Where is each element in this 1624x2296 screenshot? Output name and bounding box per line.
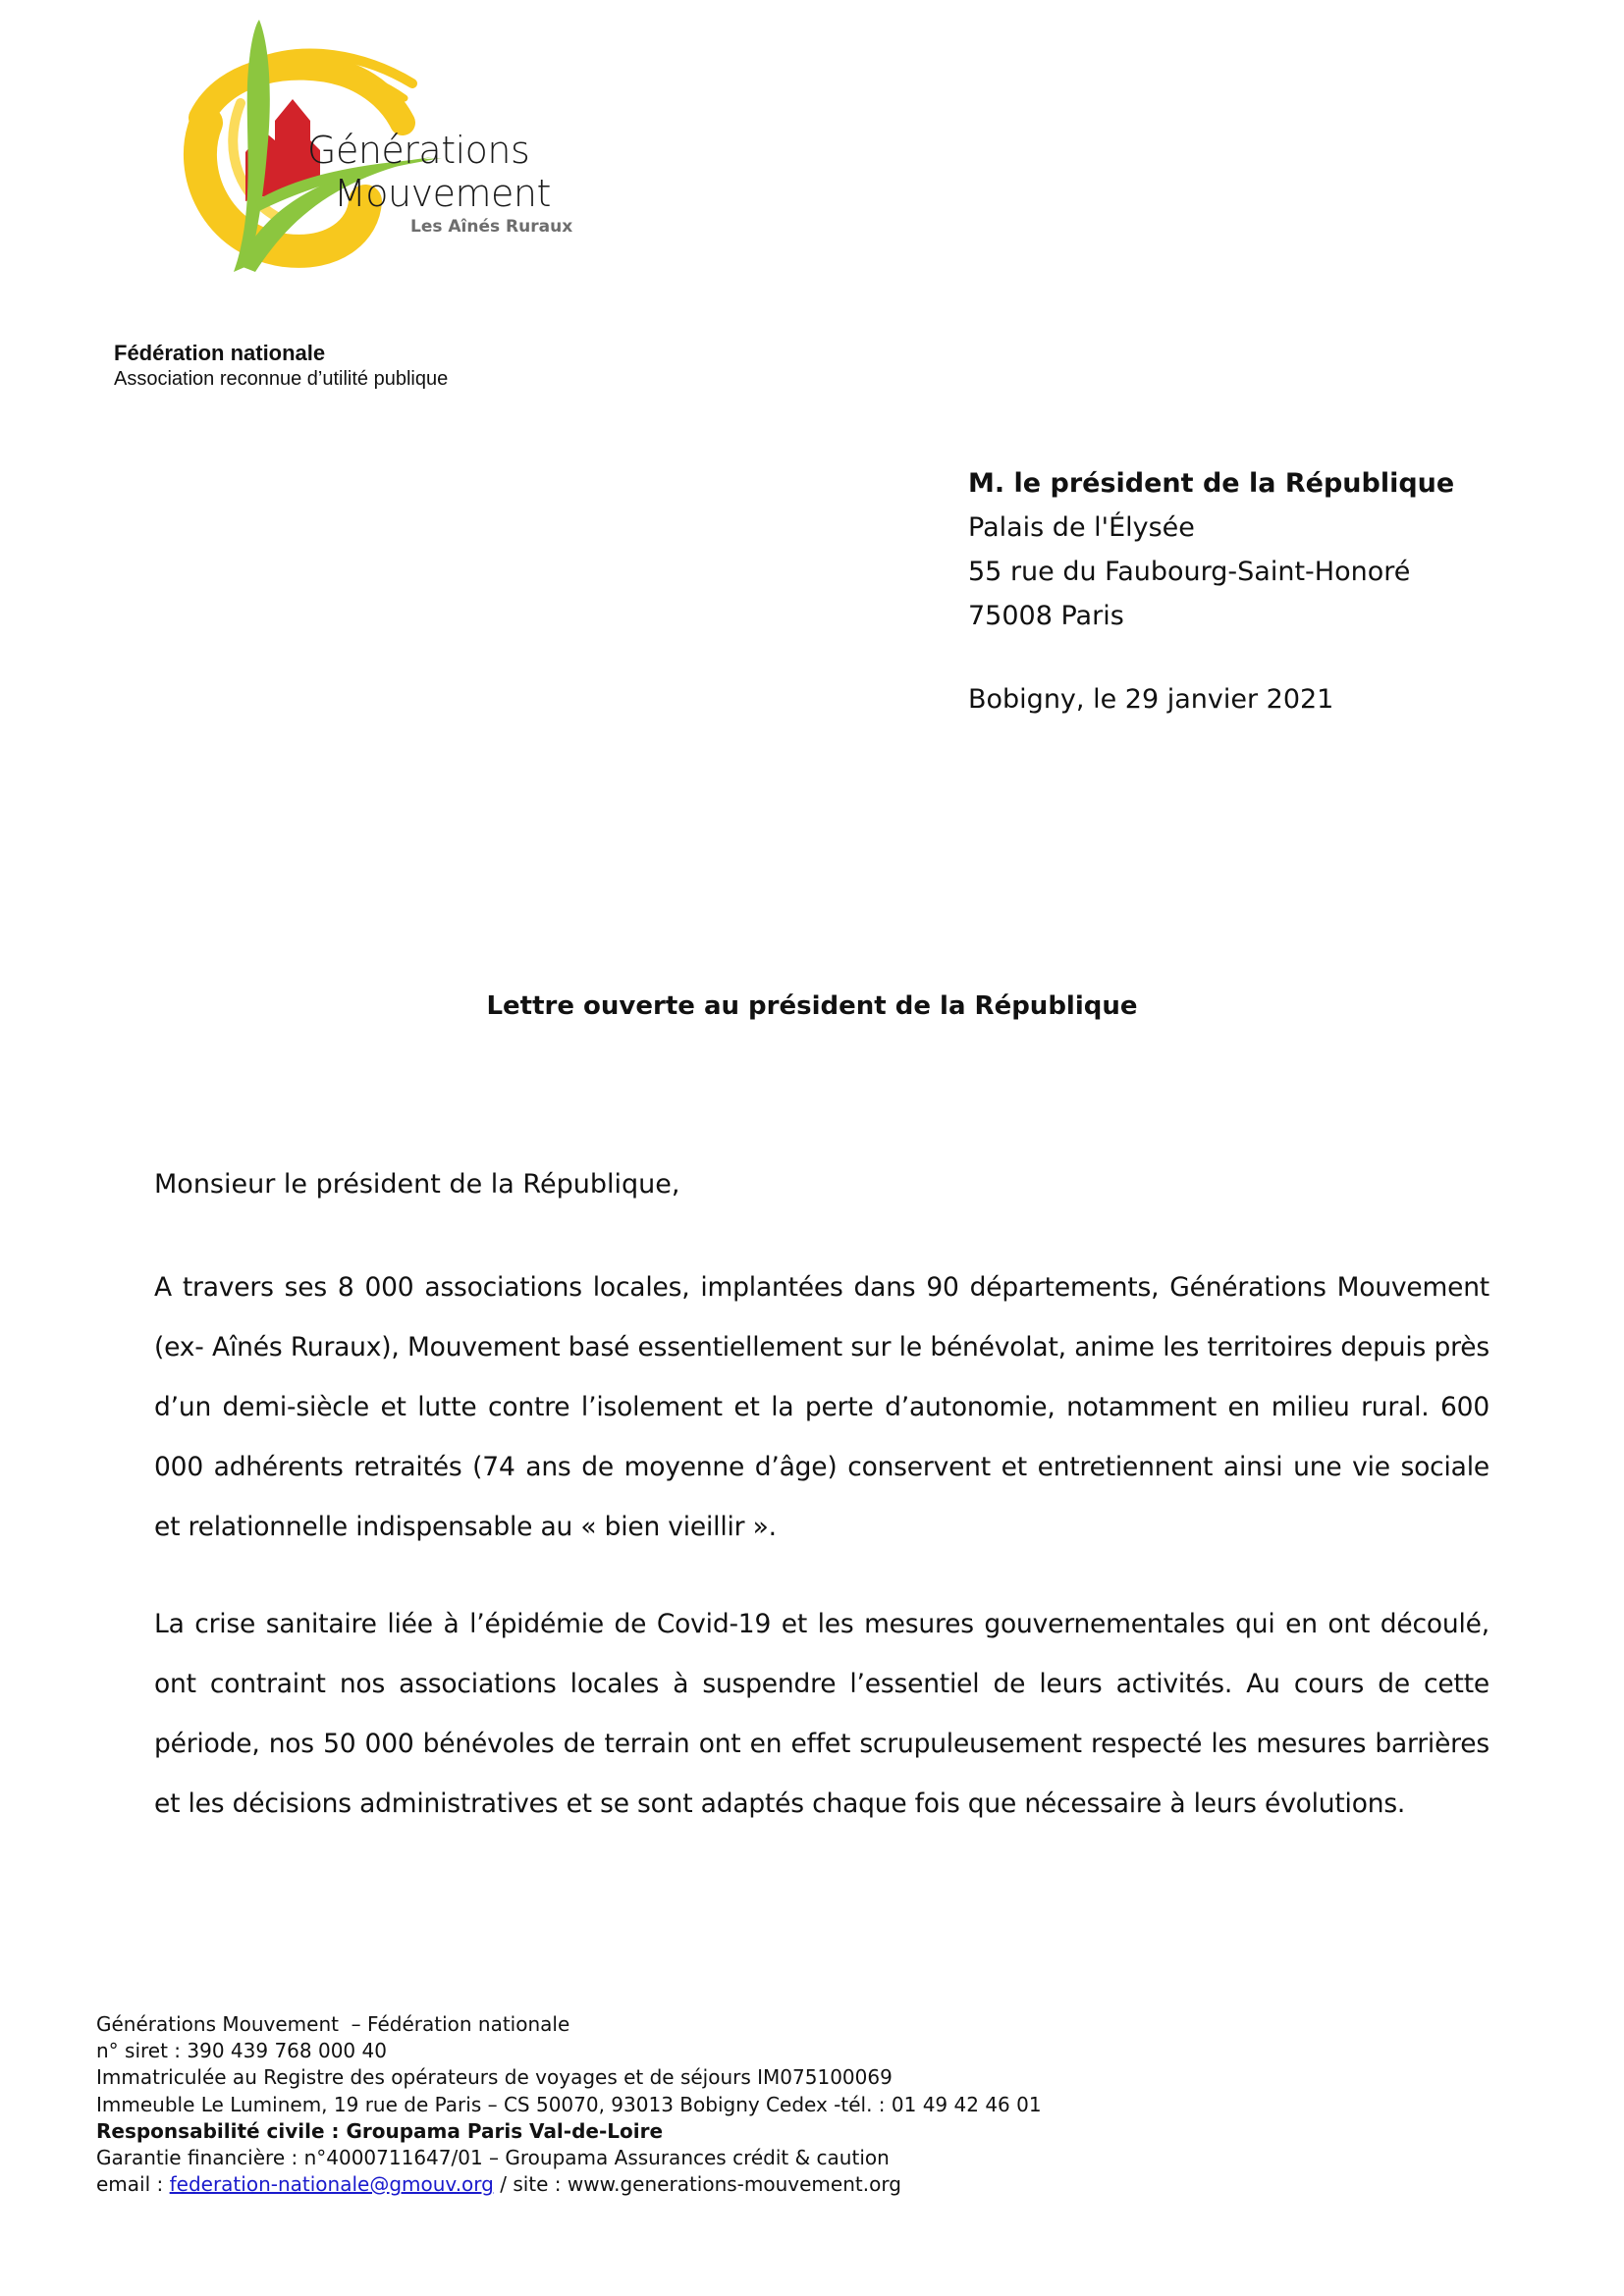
- logo-name-line1: Générations: [307, 129, 530, 172]
- email-label: email :: [96, 2172, 170, 2197]
- footer-registration-line: Immatriculée au Registre des opérateurs de voyages et de séjours IM075100069: [96, 2065, 893, 2090]
- sender-block: [114, 340, 448, 391]
- recipient-line-2: 55 rue du Faubourg-Saint-Honoré: [968, 557, 1411, 587]
- email-link[interactable]: federation-nationale@gmouv.org: [169, 2172, 494, 2197]
- logo-tagline: Les Aînés Ruraux: [410, 217, 573, 237]
- footer-siret-line: n° siret : 390 439 768 000 40: [96, 2039, 387, 2063]
- logo-name-line2: Mouvement: [334, 172, 551, 215]
- footer-liability-line: Responsabilité civile : Groupama Paris Val-de-Loire: [96, 2118, 664, 2143]
- site-label: / site :: [493, 2172, 568, 2197]
- recipient-line-1: Palais de l'Élysée: [968, 512, 1195, 543]
- recipient-name: M. le président de la République: [968, 468, 1455, 499]
- footer-contact-line: [96, 2171, 1042, 2198]
- salutation: Monsieur le président de la République,: [154, 1169, 680, 1200]
- recipient-address: [968, 461, 1454, 638]
- sender-title: Fédération nationale: [114, 341, 326, 365]
- footer-org-line: Générations Mouvement – Fédération nationale: [96, 2012, 570, 2036]
- body-paragraph: La crise sanitaire liée à l’épidémie de Covid-19 et les mesures gouvernementales qui en ont découlé, ont contraint nos associations locales à suspendre l’essentiel de leurs activités. Au cours de cette période, nos 50 000 bénévoles de terrain ont en effet scrupuleusement respecté les mesures barrières et les décisions administratives et se sont adaptés chaque fois que nécessaire à leurs évolutions.: [154, 1609, 1489, 1819]
- place-date-line: Bobigny, le 29 janvier 2021: [968, 684, 1334, 715]
- footer-legal-block: [96, 2011, 1042, 2198]
- recipient-line-3: 75008 Paris: [968, 601, 1124, 631]
- footer-address-line: Immeuble Le Luminem, 19 rue de Paris – CS 50070, 93013 Bobigny Cedex -tél. : 01 49 42 46 01: [96, 2092, 1042, 2116]
- site-url: www.generations-mouvement.org: [567, 2172, 901, 2197]
- sender-subtitle: Association reconnue d’utilité publique: [114, 368, 449, 390]
- organization-logo: [147, 15, 579, 290]
- footer-guarantee-line: Garantie financière : n°4000711647/01 – Groupama Assurances crédit & caution: [96, 2146, 890, 2170]
- body-paragraph: A travers ses 8 000 associations locales, implantées dans 90 départements, Générations Mouvement (ex- Aînés Ruraux), Mouvement basé essentiellement sur le bénévolat, anime les territoires depuis près d’un demi-siècle et lutte contre l’isolement et la perte d’autonomie, notamment en milieu rural. 600 000 adhérents retraités (74 ans de moyenne d’âge) conservent et entretiennent ainsi une vie sociale et relationnelle indispensable au « bien vieillir ».: [154, 1272, 1489, 1542]
- letter-title: Lettre ouverte au président de la République: [486, 991, 1138, 1021]
